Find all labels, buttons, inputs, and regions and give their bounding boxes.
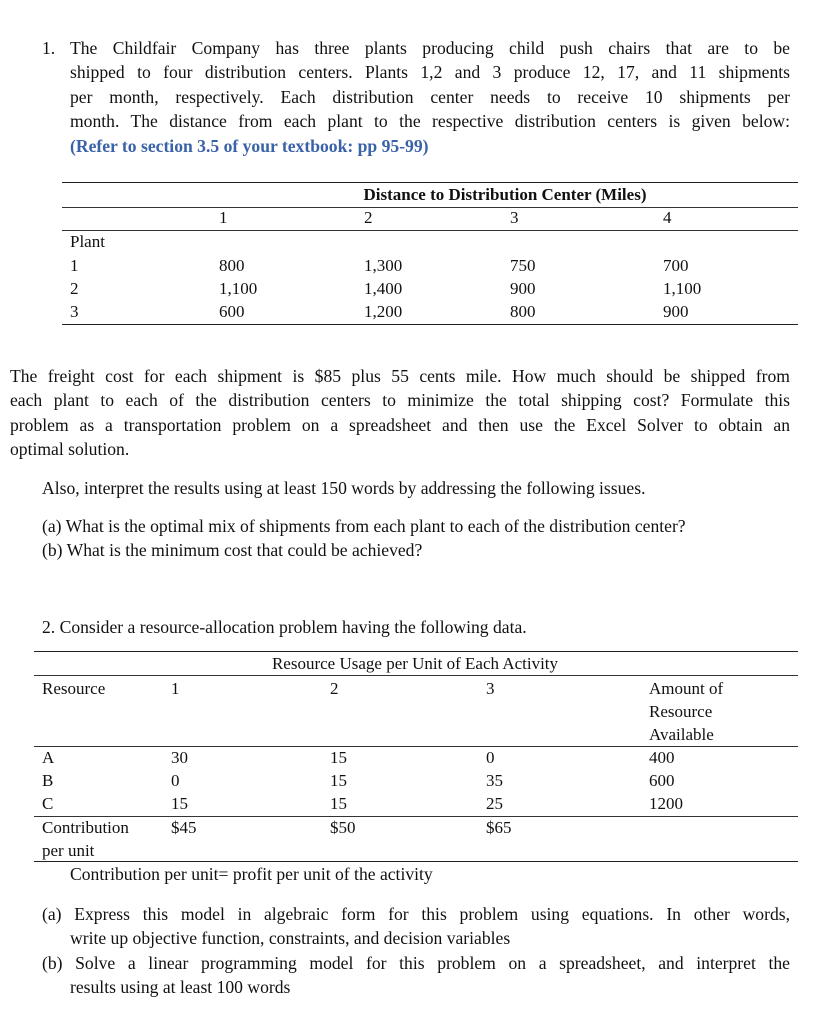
activity-header-3: 3 (486, 679, 495, 698)
question-1-part-b: (b) What is the minimum cost that could be achieved? (42, 540, 423, 561)
freight-line-1: The freight cost for each shipment is $85 plus 55 cents mile. How much should be shipped from (10, 366, 790, 386)
usage-cell: 15 (330, 794, 347, 813)
table-bottom-rule (62, 324, 798, 325)
usage-cell: 15 (171, 794, 188, 813)
question-1-line-4: month. The distance from each plant to the respective distribution centers is given below: (70, 111, 790, 132)
distance-cell: 1,100 (219, 279, 258, 298)
distance-cell: 800 (510, 302, 536, 321)
contribution-cell: $50 (330, 818, 356, 837)
plant-label: 1 (70, 256, 79, 275)
usage-cell: 0 (171, 771, 180, 790)
distance-cell: 600 (219, 302, 245, 321)
table-body-rule (34, 816, 798, 817)
usage-cell: 25 (486, 794, 503, 813)
usage-cell: 15 (330, 771, 347, 790)
question-1-line-3: per month, respectively. Each distribution center needs to receive 10 shipments per (70, 86, 790, 107)
activity-header-2: 2 (330, 679, 339, 698)
question-1-part-a: (a) What is the optimal mix of shipments from each plant to each of the distribution center? (42, 516, 686, 536)
column-header-1: 1 (219, 208, 228, 227)
distance-table-title: Distance to Distribution Center (Miles) (363, 185, 647, 204)
amount-cell: 1200 (649, 794, 683, 813)
contribution-cell: $65 (486, 818, 512, 837)
question-2-part-a-line-2: write up objective function, constraints, and decision variables (70, 928, 511, 949)
usage-cell: 35 (486, 771, 503, 790)
contribution-label-line-1: Contribution (42, 818, 129, 837)
column-header-2: 2 (364, 208, 373, 227)
question-2-intro: 2. Consider a resource-allocation problem having the following data. (42, 617, 527, 637)
distance-cell: 1,100 (663, 279, 702, 298)
freight-line-2: each plant to each of the distribution centers to minimize the total shipping cost? Formulate this (10, 390, 790, 411)
usage-cell: 15 (330, 748, 347, 767)
table-header-rule-2 (62, 230, 798, 231)
contribution-note: Contribution per unit= profit per unit of the activity (70, 864, 433, 884)
table-header-rule-1 (34, 675, 798, 676)
question-1-line-2: shipped to four distribution centers. Plants 1,2 and 3 produce 12, 17, and 11 shipments (70, 62, 790, 83)
contribution-cell: $45 (171, 818, 197, 837)
contribution-label-line-2: per unit (42, 841, 95, 860)
distance-cell: 1,300 (364, 256, 403, 275)
table-top-rule (62, 182, 798, 183)
resource-label: C (42, 794, 54, 813)
usage-cell: 30 (171, 748, 188, 767)
table-header-rule-2 (34, 746, 798, 747)
question-2-part-b-line-1: (b) Solve a linear programming model for this problem on a spreadsheet, and interpret the (42, 952, 790, 973)
freight-line-4: optimal solution. (10, 439, 130, 460)
resource-label: B (42, 771, 54, 790)
amount-header-line-3: Available (649, 725, 714, 744)
distance-cell: 800 (219, 256, 245, 275)
resource-label: A (42, 748, 55, 767)
distance-cell: 900 (510, 279, 536, 298)
amount-cell: 400 (649, 748, 675, 767)
distance-cell: 1,200 (364, 302, 403, 321)
plant-label: 2 (70, 279, 79, 298)
table-top-rule (34, 651, 798, 652)
distance-cell: 1,400 (364, 279, 403, 298)
plant-label: 3 (70, 302, 79, 321)
amount-header-line-2: Resource (649, 702, 713, 721)
plant-row-header: Plant (70, 232, 105, 251)
activity-header-1: 1 (171, 679, 180, 698)
textbook-reference: (Refer to section 3.5 of your textbook: pp 95-99) (70, 135, 429, 156)
table-header-rule-1 (62, 207, 798, 208)
question-2-part-b-line-2: results using at least 100 words (70, 977, 291, 998)
usage-cell: 0 (486, 748, 495, 767)
amount-cell: 600 (649, 771, 675, 790)
question-1-number: 1. (42, 38, 56, 58)
column-header-3: 3 (510, 208, 519, 227)
distance-cell: 700 (663, 256, 689, 275)
question-1-line-1: The Childfair Company has three plants producing child push chairs that are to be (70, 38, 790, 58)
resource-table-title: Resource Usage per Unit of Each Activity (271, 654, 559, 673)
column-header-4: 4 (663, 208, 672, 227)
distance-cell: 750 (510, 256, 536, 275)
freight-line-3: problem as a transportation problem on a spreadsheet and then use the Excel Solver to obtain an (10, 414, 790, 435)
amount-header-line-1: Amount of (649, 679, 724, 698)
question-2-part-a-line-1: (a) Express this model in algebraic form for this problem using equations. In other words, (42, 904, 790, 924)
distance-cell: 900 (663, 302, 689, 321)
interpret-instructions: Also, interpret the results using at least 150 words by addressing the following issues. (42, 478, 646, 498)
resource-header: Resource (42, 679, 106, 698)
